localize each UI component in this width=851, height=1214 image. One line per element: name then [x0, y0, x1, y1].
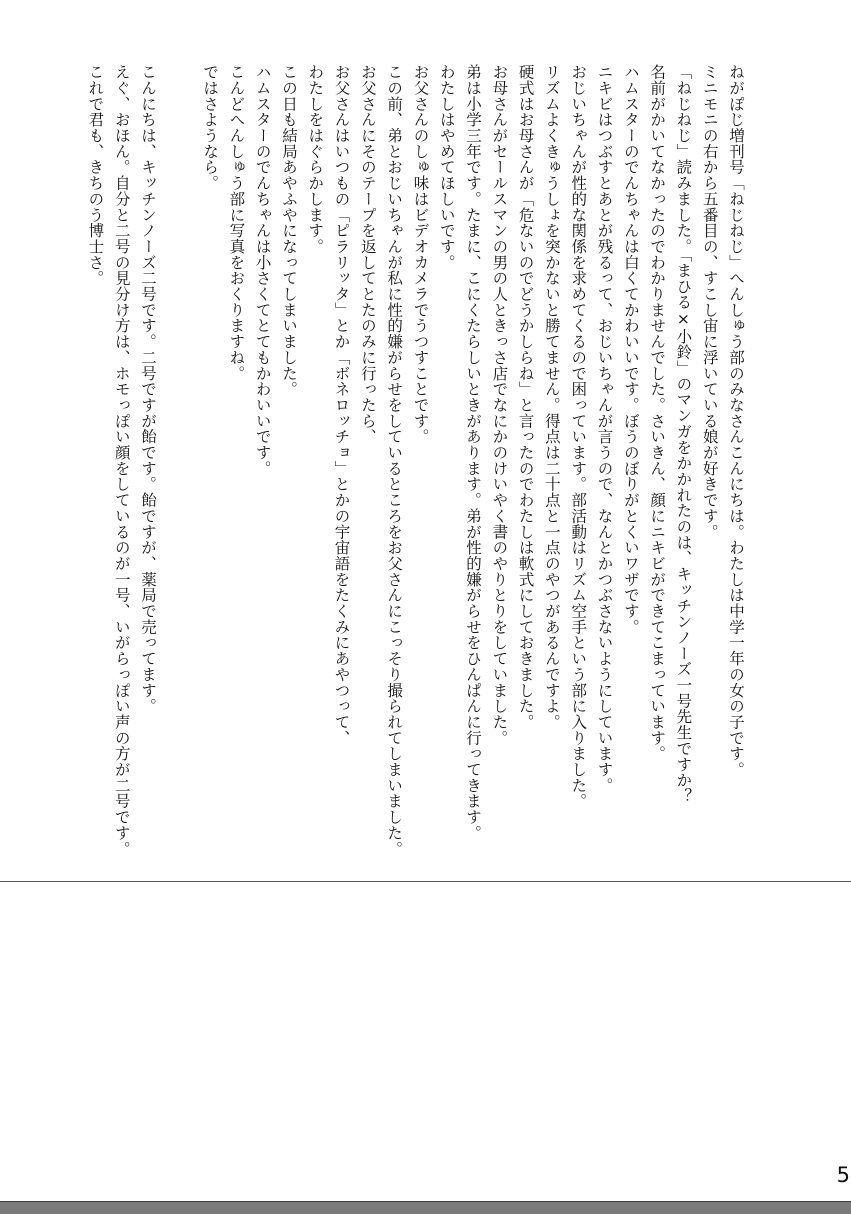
letter-line: ハムスターのでんちゃんは白くてかわいいです。ぼうのぼりがとくいワザです。	[621, 64, 640, 635]
letter-line: お母さんがセールスマンの男の人ときっさ店でなにかのけいやく書のやりとりをしていました。	[490, 64, 509, 746]
letter-line: わたしをはぐらかします。	[306, 64, 325, 255]
reply-line: えぐ、おほん。自分と二号の見分け方は、ホモっぽい顔をしているのが一号、いがらっぽい声の方が二号です。	[112, 64, 131, 857]
letter-line: おじいちゃんが性的な関係を求めてくるので困っています。部活動はリズム空手という部に入りました。	[569, 64, 588, 809]
letter-line: ニキビはつぶすとあとが残るって、おじいちゃんが言うので、なんとかつぶさないようにしています。	[595, 64, 614, 794]
letter-line: 名前がかいてなかったのでわかりませんでした。さいきん、顔にニキビができてこまっています。	[648, 64, 667, 762]
page-number: 5	[836, 1163, 850, 1187]
letter-line: ミニモニの右から五番目の、すこし宙に浮いている娘が好きです。	[700, 64, 719, 540]
reply-line: こんにちは、キッチンノーズ二号です。二号ですが飴です。飴ですが、薬局で売ってます。	[139, 64, 157, 714]
page-bottom-edge	[0, 1201, 851, 1214]
letter-line: こんどへんしゅう部に写真をおくりますね。	[227, 64, 246, 381]
letter-line: わたしはやめてほしいです。	[437, 64, 456, 271]
letter-line: ハムスターのでんちゃんは小さくてとてもかわいいです。	[253, 64, 272, 477]
letter-line: お父さんはいつもの「ピラリッタ」とか「ボネロッチョ」とかの宇宙語をたくみにあやつって、	[332, 64, 351, 746]
letter-line: この前、弟とおじいちゃんが私に性的嫌がらせをしているところをお父さんにこっそり撮られてしまいました。	[385, 64, 404, 857]
letter-line: ねがぽじ増刊号「ねじねじ」へんしゅう部のみなさんこんにちは。わたしは中学一年の女の子です。	[727, 64, 745, 778]
reply-line: これで君も、きちのう博士さ。	[86, 64, 105, 286]
letter-line: お父さんにそのテープを返してとたのみに行ったら、	[358, 64, 377, 445]
letter-line: リズムよくきゅうしょを突かないと勝てません。得点は二十点と一点のやつがあるんですよ。	[542, 64, 561, 730]
letter-line: 「ねじねじ」読みました。「まひる×小鈴」のマンガをかかれたのは、キッチンノーズ一号先生ですか？	[674, 64, 693, 804]
letter-line: 弟は小学三年です。たまに、こにくたらしいときがあります。弟が性的嫌がらせをひんぱんに行ってきます。	[464, 64, 483, 841]
letter-line: この日も結局あやふやになってしまいました。	[279, 64, 298, 397]
letter-line: お父さんのしゅ味はビデオカメラでうつすことです。	[411, 64, 430, 445]
letter-line: 硬式はお母さんが「危ないのでどうかしらね」と言ったのでわたしは軟式にしておきました。	[516, 64, 535, 730]
horizontal-divider	[0, 881, 851, 882]
reader-letter	[201, 64, 749, 857]
editor-reply	[71, 64, 161, 857]
letter-line: ではさようなら。	[201, 64, 220, 191]
